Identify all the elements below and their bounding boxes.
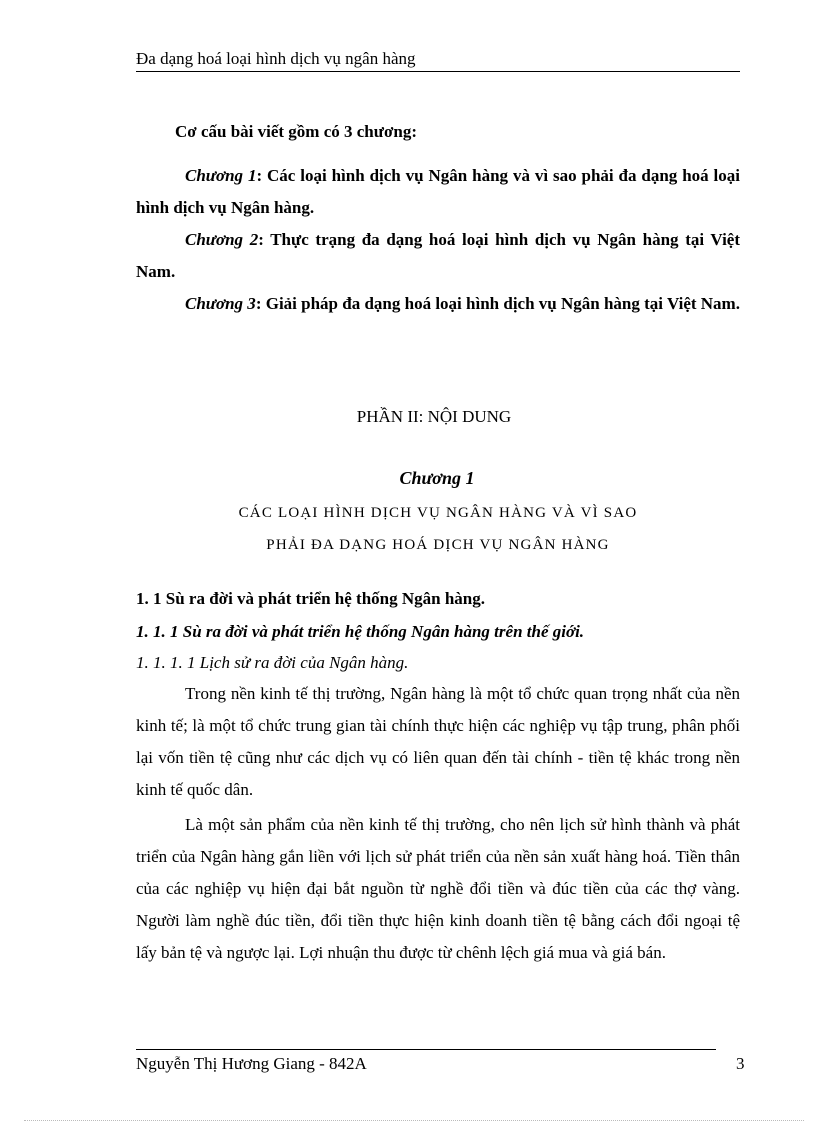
running-header: Đa dạng hoá loại hình dịch vụ ngân hàng	[136, 48, 740, 72]
chapter-outline-3	[136, 288, 740, 320]
body-paragraph-1: Trong nền kinh tế thị trường, Ngân hàng là một tổ chức quan trọng nhất của nền kinh tế; là một tổ chức trung gian tài chính thực hiện các nghiệp vụ tập trung, phân phối lại vốn tiền tệ cũng như các dịch vụ có liên quan đến tài chính - tiền tệ khác trong nền kinh tế quốc dân.	[136, 684, 740, 799]
chapter-outline-label: Chương 3	[185, 294, 256, 313]
chapter-number: Chương 1	[399, 468, 475, 488]
chapter-outline-desc: : Các loại hình dịch vụ Ngân hàng và vì sao phải đa dạng hoá loại hình dịch vụ Ngân hàng.	[136, 166, 740, 217]
section-heading-1-1-1: 1. 1. 1 Sù ra đời và phát triển hệ thống Ngân hàng trên thế giới.	[136, 622, 585, 641]
chapter-title-line-1: CÁC LOẠI HÌNH DỊCH VỤ NGÂN HÀNG VÀ VÌ SAO	[238, 505, 638, 521]
footer-author: Nguyễn Thị Hương Giang - 842A	[136, 1054, 367, 1073]
section-heading-1-1: 1. 1 Sù ra đời và phát triển hệ thống Ngân hàng.	[136, 589, 486, 608]
chapter-title	[136, 497, 740, 561]
structure-intro: Cơ cấu bài viết gồm có 3 chương:	[175, 122, 417, 141]
chapter-outline-2	[136, 224, 740, 288]
chapter-outline-1	[136, 160, 740, 224]
body-paragraph-2: Là một sản phẩm của nền kinh tế thị trường, cho nên lịch sử hình thành và phát triển của Ngân hàng gắn liền với lịch sử phát triển của nền sản xuất hàng hoá. Tiền thân của các nghiệp vụ hiện đại bắt nguồn từ nghề đổi tiền và đúc tiền của các thợ vàng. Người làm nghề đúc tiền, đổi tiền thực hiện kinh doanh tiền tệ bằng cách đổi ngoại tệ lấy bản tệ và ngược lại. Lợi nhuận thu được từ chênh lệch giá mua và giá bán.	[136, 815, 740, 962]
chapter-outline-desc: : Thực trạng đa dạng hoá loại hình dịch vụ Ngân hàng tại Việt Nam.	[136, 230, 740, 281]
part-title: PHẦN II: NỘI DUNG	[356, 407, 512, 426]
chapter-outline-label: Chương 2	[185, 230, 259, 249]
chapter-outline-desc: : Giải pháp đa dạng hoá loại hình dịch vụ Ngân hàng tại Việt Nam.	[255, 294, 740, 313]
section-heading-1-1-1-1: 1. 1. 1. 1 Lịch sử ra đời của Ngân hàng.	[136, 653, 409, 672]
footer-divider	[136, 1049, 716, 1050]
page-number: 3	[736, 1054, 745, 1073]
page-edge	[24, 1120, 804, 1121]
chapter-title-line-2: PHẢI ĐA DẠNG HOÁ DỊCH VỤ NGÂN HÀNG	[266, 537, 610, 553]
chapter-outline-label: Chương 1	[185, 166, 257, 185]
